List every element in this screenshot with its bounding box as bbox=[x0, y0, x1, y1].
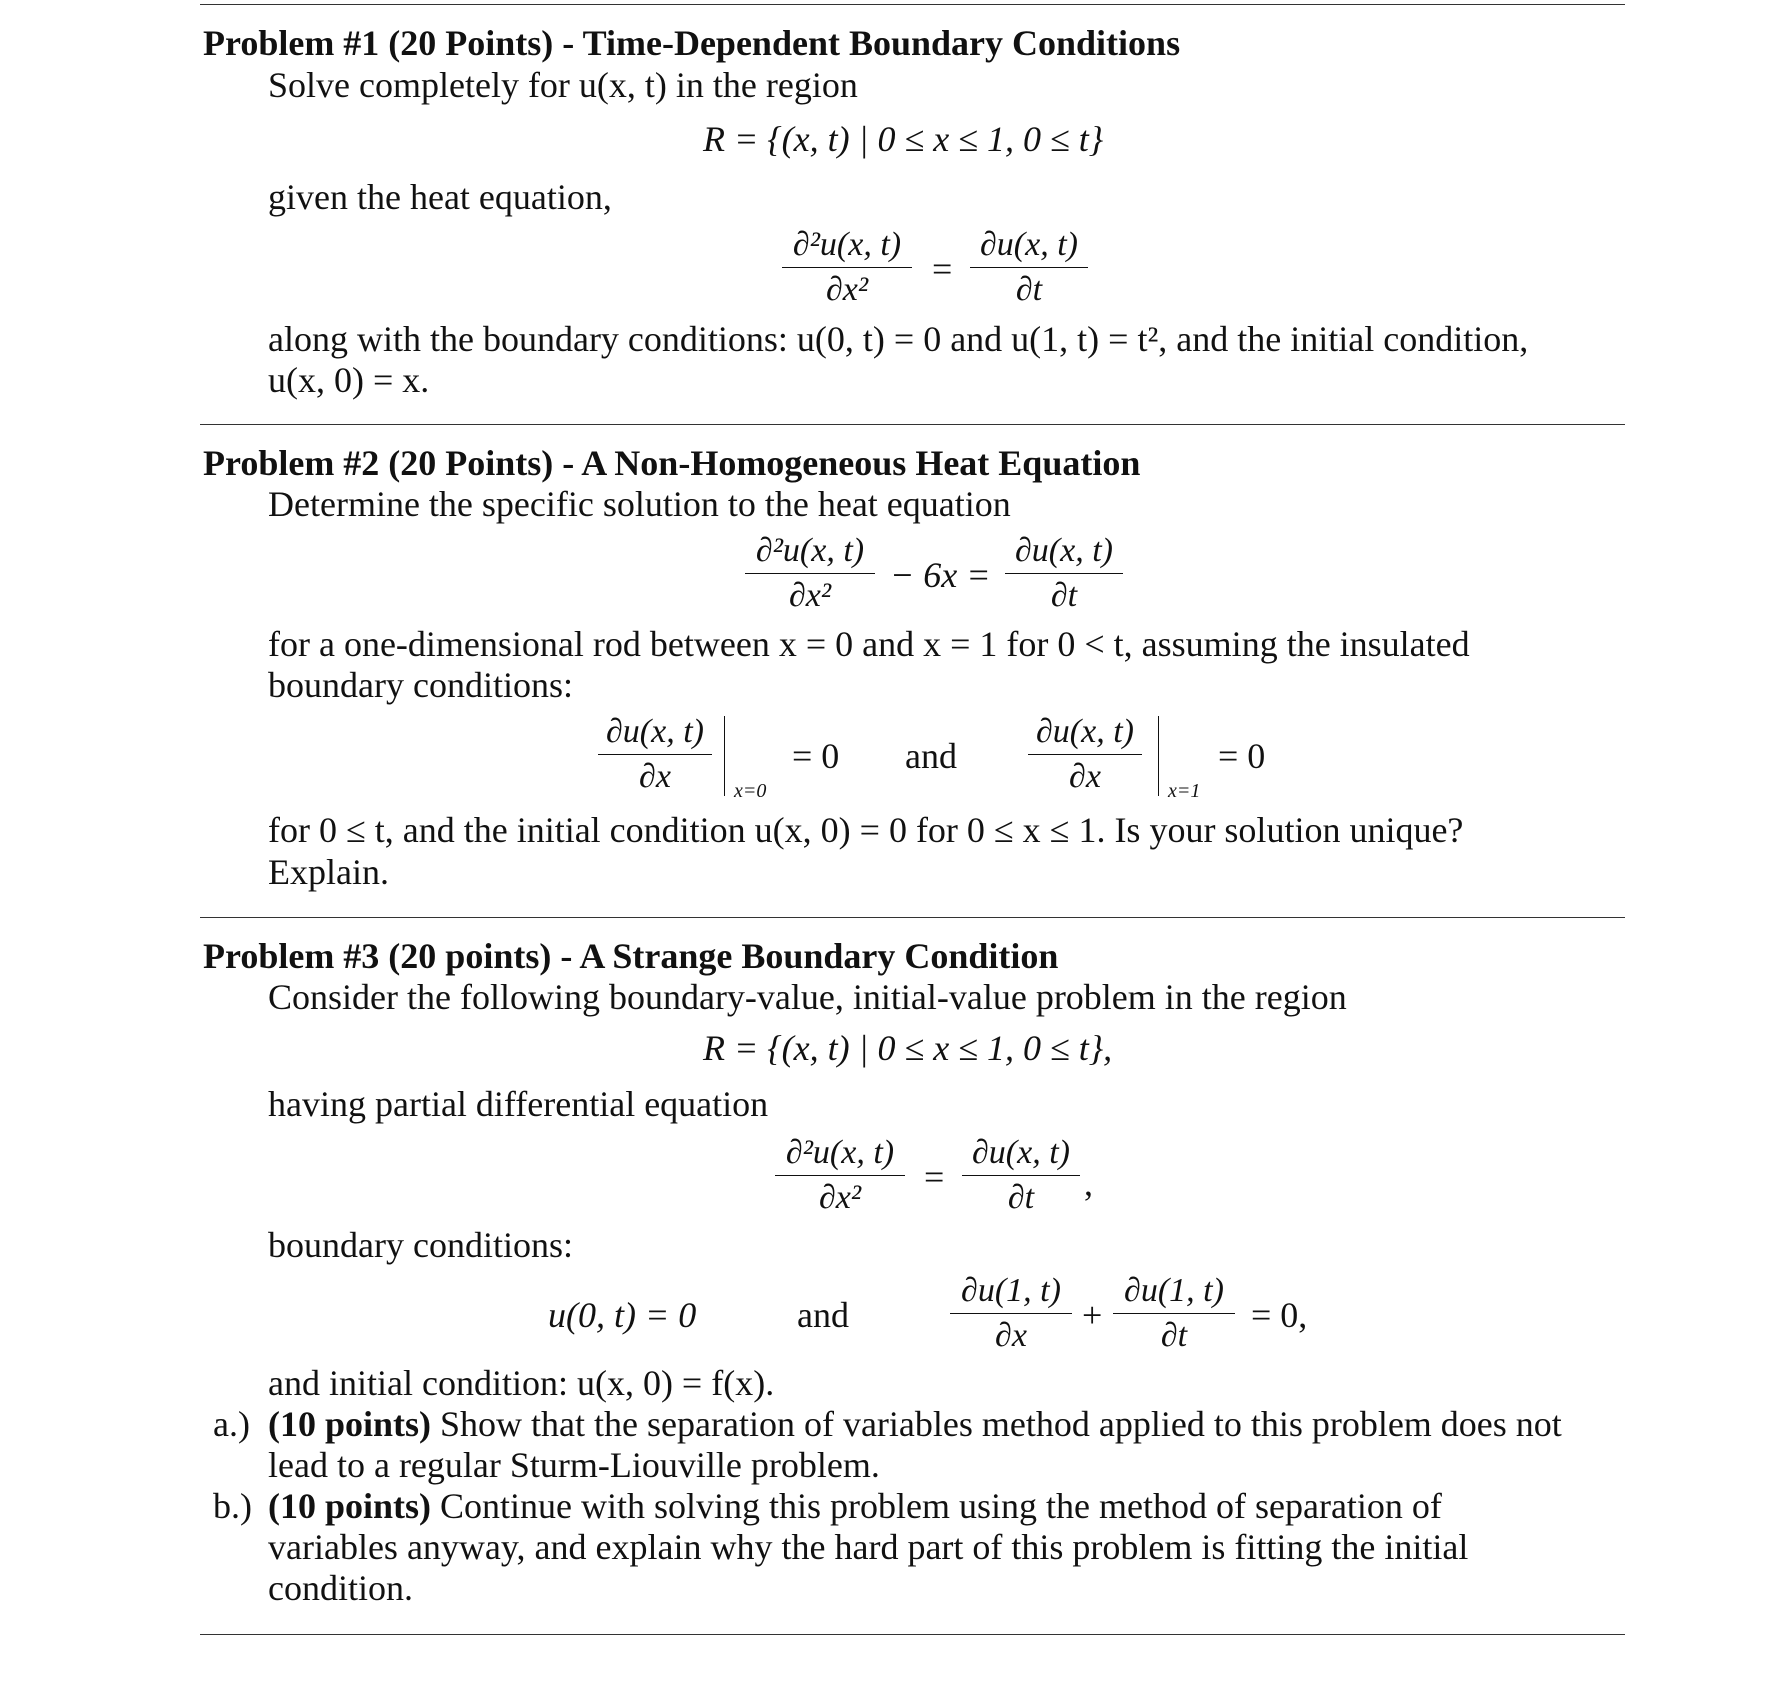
fraction-bar bbox=[782, 267, 912, 268]
problem-3-line-2: having partial differential equation bbox=[268, 1084, 769, 1124]
problem-3-bc-frac-1 bbox=[950, 1272, 1072, 1355]
problem-1-line-4: u(x, 0) = x. bbox=[268, 360, 430, 400]
comma: , bbox=[1084, 1163, 1093, 1203]
problem-1-line-1: Solve completely for u(x, t) in the region bbox=[268, 65, 858, 105]
fraction-bar bbox=[745, 573, 875, 574]
part-b-text: Continue with solving this problem using the method of separation of bbox=[431, 1486, 1442, 1526]
problem-3-line-3: boundary conditions: bbox=[268, 1225, 573, 1265]
fraction-numerator: ∂u(x, t) bbox=[980, 226, 1078, 263]
evaluation-bar bbox=[1158, 716, 1159, 796]
bottom-rule bbox=[200, 1634, 1625, 1635]
plus-sign: + bbox=[1082, 1295, 1103, 1335]
problem-1-line-3: along with the boundary conditions: u(0, t) = 0 and u(1, t) = t², and the initial condition, bbox=[268, 319, 1529, 359]
problem-2-line-4: for 0 ≤ t, and the initial condition u(x, 0) = 0 for 0 ≤ x ≤ 1. Is your solution unique? bbox=[268, 810, 1464, 850]
problem-2-line-3: boundary conditions: bbox=[268, 665, 573, 705]
fraction-denominator: ∂t bbox=[1160, 1317, 1188, 1354]
fraction-bar bbox=[598, 754, 712, 755]
problem-2-title: Problem #2 (20 Points) - A Non-Homogeneous Heat Equation bbox=[203, 443, 1141, 483]
part-a-points: (10 points) bbox=[268, 1404, 432, 1444]
problem-1-eq-lhs bbox=[782, 226, 912, 309]
problem-2-bc-right bbox=[1028, 713, 1142, 796]
fraction-numerator: ∂²u(x, t) bbox=[755, 532, 865, 569]
equals-sign: = bbox=[932, 249, 953, 289]
fraction-numerator: ∂²u(x, t) bbox=[785, 1134, 895, 1171]
fraction-denominator: ∂x² bbox=[788, 577, 832, 614]
problem-2-eq-rhs bbox=[1005, 532, 1123, 615]
problem-3-eq-lhs bbox=[775, 1134, 905, 1217]
equals-zero: = 0 bbox=[1218, 736, 1266, 776]
and-word: and bbox=[905, 736, 957, 776]
divider-2 bbox=[200, 917, 1625, 918]
part-b-line-2: variables anyway, and explain why the hard part of this problem is fitting the initial bbox=[268, 1527, 1469, 1567]
and-word: and bbox=[797, 1295, 849, 1335]
problem-2-line-2: for a one-dimensional rod between x = 0 and x = 1 for 0 < t, assuming the insulated bbox=[268, 624, 1470, 664]
fraction-numerator: ∂²u(x, t) bbox=[792, 226, 902, 263]
fraction-denominator: ∂x² bbox=[825, 271, 869, 308]
part-a-label: a.) bbox=[213, 1404, 250, 1444]
problem-1-line-2: given the heat equation, bbox=[268, 177, 612, 217]
fraction-bar bbox=[1028, 754, 1142, 755]
fraction-denominator: ∂x bbox=[639, 758, 671, 795]
evaluation-subscript: x=0 bbox=[734, 780, 767, 802]
fraction-numerator: ∂u(x, t) bbox=[972, 1134, 1070, 1171]
fraction-numerator: ∂u(x, t) bbox=[1015, 532, 1113, 569]
fraction-denominator: ∂t bbox=[1007, 1179, 1035, 1216]
part-a-line-1 bbox=[268, 1403, 1562, 1445]
divider-1 bbox=[200, 424, 1625, 425]
part-b-points: (10 points) bbox=[268, 1486, 432, 1526]
fraction-denominator: ∂t bbox=[1015, 271, 1043, 308]
fraction-numerator: ∂u(1, t) bbox=[1124, 1272, 1224, 1309]
fraction-denominator: ∂x bbox=[995, 1317, 1027, 1354]
fraction-bar bbox=[962, 1175, 1080, 1176]
part-a-text: Show that the separation of variables method applied to this problem does not bbox=[431, 1404, 1562, 1444]
equals-sign: = bbox=[924, 1157, 945, 1197]
problem-2-bc-left bbox=[598, 713, 712, 796]
fraction-denominator: ∂x² bbox=[818, 1179, 862, 1216]
fraction-bar bbox=[775, 1175, 905, 1176]
fraction-bar bbox=[1005, 573, 1123, 574]
problem-1-region: R = {(x, t) | 0 ≤ x ≤ 1, 0 ≤ t} bbox=[703, 119, 1104, 159]
part-b-line-1 bbox=[268, 1485, 1442, 1527]
fraction-bar bbox=[1113, 1313, 1235, 1314]
problem-3-eq-rhs bbox=[962, 1134, 1080, 1217]
evaluation-bar bbox=[724, 716, 725, 796]
evaluation-subscript: x=1 bbox=[1168, 780, 1201, 802]
fraction-bar bbox=[970, 267, 1088, 268]
part-b-line-3: condition. bbox=[268, 1568, 413, 1608]
fraction-denominator: ∂x bbox=[1069, 758, 1101, 795]
fraction-numerator: ∂u(x, t) bbox=[1036, 713, 1134, 750]
equals-zero: = 0, bbox=[1251, 1295, 1308, 1335]
problem-1-eq-rhs bbox=[970, 226, 1088, 309]
top-rule bbox=[200, 4, 1625, 5]
equals-zero: = 0 bbox=[792, 736, 840, 776]
part-b-label: b.) bbox=[213, 1486, 252, 1526]
problem-3-title: Problem #3 (20 points) - A Strange Boundary Condition bbox=[203, 936, 1059, 976]
fraction-denominator: ∂t bbox=[1050, 577, 1078, 614]
problem-2-eq-lhs bbox=[745, 532, 875, 615]
fraction-bar bbox=[950, 1313, 1072, 1314]
problem-3-bc-frac-2 bbox=[1113, 1272, 1235, 1355]
problem-2-line-1: Determine the specific solution to the heat equation bbox=[268, 484, 1011, 524]
part-a-line-2: lead to a regular Sturm-Liouville problem. bbox=[268, 1445, 880, 1485]
fraction-numerator: ∂u(x, t) bbox=[606, 713, 704, 750]
problem-3-line-4: and initial condition: u(x, 0) = f(x). bbox=[268, 1363, 775, 1403]
problem-2-line-5: Explain. bbox=[268, 852, 389, 892]
problem-3-region: R = {(x, t) | 0 ≤ x ≤ 1, 0 ≤ t}, bbox=[703, 1028, 1113, 1068]
minus-6x-equals: − 6x = bbox=[890, 555, 991, 595]
bc-left-condition: u(0, t) = 0 bbox=[548, 1295, 697, 1335]
fraction-numerator: ∂u(1, t) bbox=[961, 1272, 1061, 1309]
problem-3-line-1: Consider the following boundary-value, initial-value problem in the region bbox=[268, 977, 1347, 1017]
problem-1-title: Problem #1 (20 Points) - Time-Dependent Boundary Conditions bbox=[203, 23, 1181, 63]
